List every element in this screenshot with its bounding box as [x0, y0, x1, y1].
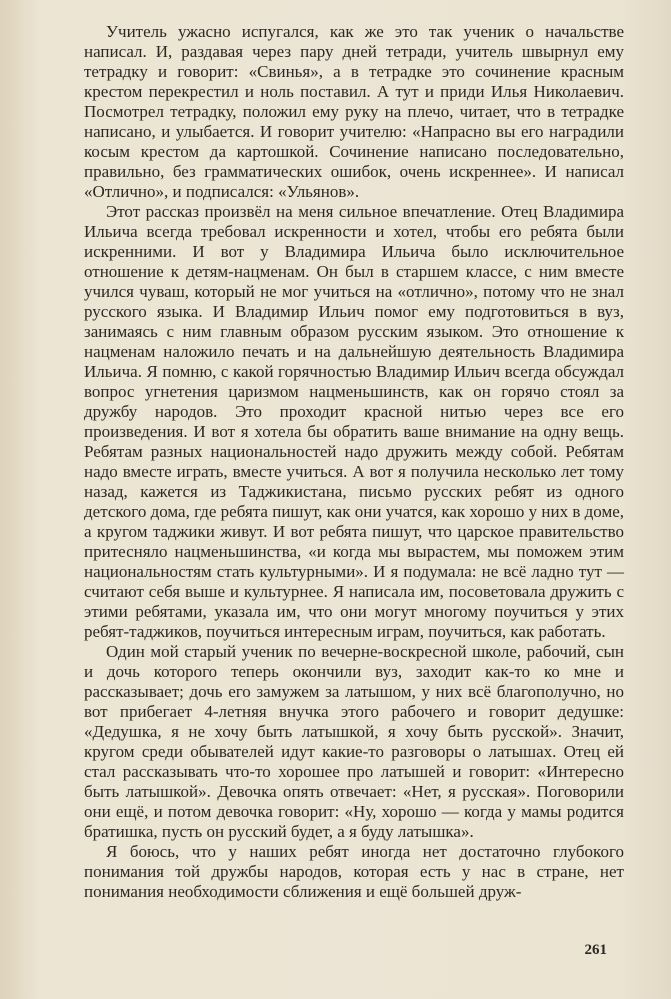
paragraph-2: Этот рассказ произвёл на меня сильное впечатление. Отец Владимира Ильича всегда требовал искренности и хотел, чтобы его ребята были искренними. И вот у Владимира Ильича было исключительное отношение к детям-нацменам. Он был в старшем классе, с ним вместе учился чуваш, который не мог учиться на «отлично», потому что не знал русского языка. И Владимир Ильич помог ему подготовиться в вуз, занимаясь с ним главным образом русским языком. Это отношение к нацменам наложило печать и на дальнейшую деятельность Владимира Ильича. Я помню, с какой горячностью Владимир Ильич всегда обсуждал вопрос угнетения царизмом нацменьшинств, как он горячо стоял за дружбу народов. Это проходит красной нитью через все его произведения. И вот я хотела бы обратить ваше внимание на одну вещь. Ребятам разных национальностей надо дружить между собой. Ребятам надо вместе играть, вместе учиться. А вот я получила несколько лет тому назад, кажется из Таджикистана, письмо русских ребят из одного детского дома, где ребята пишут, как они учатся, как хорошо у них в доме, а кругом таджики живут. И вот ребята пишут, что царское правительство притесняло нацменьшинства, «и когда мы вырастем, мы поможем этим национальностям стать культурными». И я подумала: не всё ладно тут — считают себя выше и культурнее. Я написала им, посоветовала дружить с этими ребятами, указала им, что они могут многому поучиться у этих ребят-таджиков, поучиться интересным играм, поучиться, как работать. [84, 202, 624, 641]
page-number: 261 [584, 942, 607, 958]
paragraph-1: Учитель ужасно испугался, как же это так ученик о начальстве написал. И, раздавая через пару дней тетради, учитель швырнул ему тетрадку и говорит: «Свинья», а в тетрадке это сочинение красным крестом перекрестил и ноль поставил. А тут и приди Илья Николаевич. Посмотрел тетрадку, положил ему руку на плечо, читает, что в тетрадке написано, и улыбается. И говорит учителю: «Напрасно вы его наградили косым крестом да картошкой. Сочинение написано последовательно, правильно, без грамматических ошибок, очень искреннее». И написал «Отлично», и подписался: «Ульянов». [84, 22, 624, 201]
page-text [84, 22, 624, 902]
paragraph-4: Я боюсь, что у наших ребят иногда нет достаточно глубокого понимания той дружбы народов, которая есть у нас в стране, нет понимания необходимости сближения и ещё большей друж- [84, 842, 624, 901]
paragraph-3: Один мой старый ученик по вечерне-воскресной школе, рабочий, сын и дочь которого теперь окончили вуз, заходит как-то ко мне и рассказывает; дочь его замужем за латышом, у них всё благополучно, но вот прибегает 4-летняя внучка этого рабочего и говорит дедушке: «Дедушка, я не хочу быть латышкой, я хочу быть русской». Значит, кругом среди обывателей идут какие-то разговоры о латышах. Отец ей стал рассказывать что-то хорошее про латышей и говорит: «Интересно быть латышкой». Девочка опять отвечает: «Нет, я русская». Поговорили они ещё, и потом девочка говорит: «Ну, хорошо — когда у мамы родится братишка, пусть он русский будет, а я буду латышка». [84, 642, 624, 841]
